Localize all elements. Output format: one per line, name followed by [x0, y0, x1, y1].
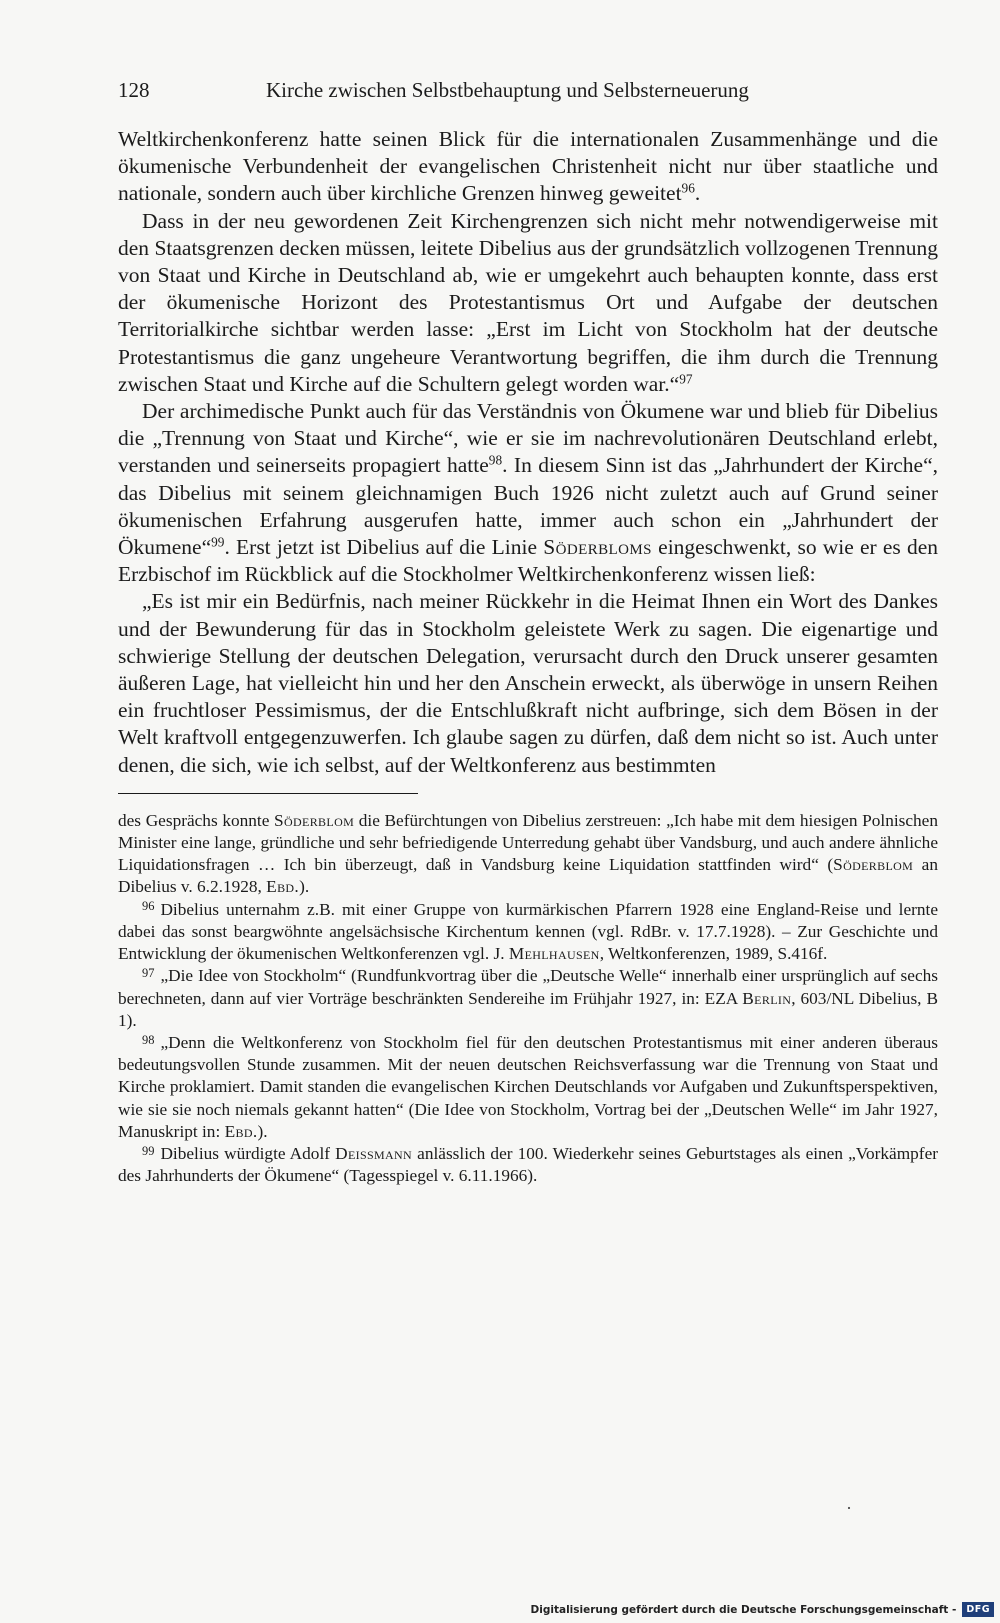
footnote-98: [118, 1032, 938, 1143]
footnote-separator: [118, 793, 418, 794]
footnote-99: [118, 1143, 938, 1187]
footnote-ref-97: 97: [679, 371, 693, 387]
text-run: Dibelius unternahm z.B. mit einer Gruppe von kurmärkischen Pfarrern 1928 eine England-Reise und lernte dabei das sonst beargwöhnte angelsächsische Kirchentum kennen (vgl. RdBr. v. 17.7.1928). – Zur Geschichte und Entwicklung der ökumenischen Weltkonferenzen vgl. J.: [118, 899, 938, 964]
text-run: „Denn die Weltkonferenz von Stockholm fiel für den deutschen Protestantismus mit einer anderen überaus bedeutungsvollen Stunde zusammen. Mit der neuen deutschen Reichsverfassung war die Trennung von Staat und Kirche proklamiert. Damit standen die evangelischen Kirchen Deutschlands vor Aufgaben und Zukunftsperspektiven, wie sie sie noch niemals gekannt hatten“ (Die Idee von Stockholm, Vortrag bei der „Deutschen Welle“ im Jahr 1927, Manuskript in:: [118, 1032, 938, 1141]
small-caps-name: Mehlhausen: [508, 944, 600, 964]
text-run: Der archimedische Punkt auch für das Verständnis von Ökumene war und blieb für Dibelius die „Trennung von Staat und Kirche“, wie er sie im nachrevolutionären Deutschland erlebt, verstanden und seinerseits propagiert hatte: [118, 399, 938, 478]
footnote-ref-98: 98: [488, 453, 503, 469]
footnote-97: [118, 965, 938, 1032]
small-caps-name: Söderblom: [274, 810, 355, 830]
quotation: „Es ist mir ein Bedürfnis, nach meiner Rückkehr in die Heimat Ihnen ein Wort des Dankes und der Bewunderung für das in Stockholm geleistete Werk zu sagen. Die eigenartige und schwierige Stellung der deutschen Delegation, verursacht durch den Druck unserer gesamten äußeren Lage, hat vielleicht hin und her den Anschein erweckt, als überwöge in unsern Reihen ein fruchtloser Pessimismus, der die Entschlußkraft nicht aufbringe, sich dem Bösen in der Welt kraftvoll entgegenzuwerfen. Ich glaube sagen zu dürfen, daß dem nicht so ist. Auch unter denen, die sich, wie ich selbst, auf der Weltkonferenz aus bestimmten: [118, 589, 938, 777]
small-caps-name: Ebd.: [224, 1121, 258, 1141]
text-run: ).: [257, 1121, 268, 1141]
small-caps-name: Ebd.: [266, 877, 300, 897]
page: [118, 78, 938, 1187]
footnote-ref-99: 99: [211, 534, 225, 550]
text-run: .: [694, 181, 701, 206]
text-run: Dass in der neu gewordenen Zeit Kirchengrenzen sich nicht mehr notwendigerweise mit den Staatsgrenzen decken müssen, leitete Dibelius aus der grundsätzlich vollzogenen Trennung von Staat und Kirche in Deutschland ab, wie er umgekehrt auch behaupten konnte, dass erst der ökumenische Horizont des Protestantismus Ort und Aufgabe der deutschen Territorialkirche sichtbar werden lasse: „Erst im Licht von Stockholm hat der deutsche Protestantismus die ganz ungeheure Verantwortung begriffen, die ihm durch die Trennung zwischen Staat und Kirche auf die Schultern gelegt worden war.“: [118, 208, 938, 396]
small-caps-name: Söderbloms: [543, 535, 652, 560]
page-number: 128: [118, 78, 150, 102]
small-caps-name: Söderblom: [833, 855, 914, 875]
paragraph-1: [118, 126, 938, 208]
footnote-ref-96: 96: [681, 181, 695, 197]
text-run: , Weltkonferenzen, 1989, S.416f.: [599, 944, 828, 964]
text-run: Weltkirchenkonferenz hatte seinen Blick für die internationalen Zusammenhänge und die ökumenische Verbundenheit der evangelischen Christenheit nicht nur über staatliche und nationale, sondern auch über kirchliche Grenzen hinweg geweitet: [118, 127, 938, 206]
text-run: ).: [299, 877, 310, 897]
footnote-number: 97: [142, 965, 155, 980]
paragraph-2: [118, 208, 938, 398]
text-run: Dibelius würdigte Adolf: [160, 1143, 336, 1163]
small-caps-name: Deissmann: [335, 1143, 413, 1163]
footnote-number: 98: [142, 1032, 155, 1047]
footnote-number: 96: [142, 899, 155, 914]
text-run: anlässlich der 100. Wiederkehr seines Geburtstages als einen „Vorkämpfer des Jahrhunderts der Ökumene“ (Tagesspiegel v. 6.11.1966).: [118, 1143, 938, 1186]
margin-mark: ·: [846, 1498, 852, 1518]
running-header: [118, 78, 938, 112]
dfg-logo: DFG: [962, 1602, 994, 1617]
footnotes: [118, 810, 938, 1187]
small-caps-name: Berlin: [742, 988, 792, 1008]
footnote-continuation: [118, 810, 938, 899]
text-run: an Dibelius v. 6.2.1928,: [118, 855, 938, 897]
main-text: [118, 126, 938, 779]
text-run: die Befürchtungen von Dibelius zerstreuen: „Ich habe mit dem hiesigen Polnischen Minister eine lange, gründliche und sehr befriedigende Unterredung gehabt über Vandsburg, und auch andere ähnliche Liquidationsfragen … Ich bin überzeugt, daß in Vandsburg keine Liquidation stattfinden wird“ (: [118, 810, 938, 875]
running-title: Kirche zwischen Selbstbehauptung und Selbsterneuerung: [266, 78, 749, 102]
text-run: des Gesprächs konnte: [118, 810, 275, 830]
text-run: eingeschwenkt, so wie er es den Erzbischof im Rückblick auf die Stockholmer Weltkirchenkonferenz wissen ließ:: [118, 535, 938, 587]
digitization-credit: Digitalisierung gefördert durch die Deutsche Forschungsgemeinschaft -: [530, 1603, 957, 1616]
text-run: „Die Idee von Stockholm“ (Rundfunkvortrag über die „Deutsche Welle“ innerhalb einer ursprünglich auf sechs berechneten, dann auf vier Vorträge beschränkten Sendereihe im Frühjahr 1927, in: EZA: [118, 966, 938, 1008]
text-run: . Erst jetzt ist Dibelius auf die Linie: [224, 535, 544, 560]
text-run: , 603/NL Dibelius, B 1).: [118, 988, 938, 1030]
paragraph-3: [118, 398, 938, 588]
text-run: . In diesem Sinn ist das „Jahrhundert der Kirche“, das Dibelius mit seinem gleichnamigen Buch 1926 nicht zuletzt auch auf Grund seiner ökumenischen Erfahrung ausgerufen hatte, immer auch schon ein „Jahrhundert der Ökumene“: [118, 453, 938, 560]
footnote-96: [118, 899, 938, 966]
footnote-number: 99: [142, 1143, 155, 1158]
digitization-footer: [531, 1602, 994, 1617]
